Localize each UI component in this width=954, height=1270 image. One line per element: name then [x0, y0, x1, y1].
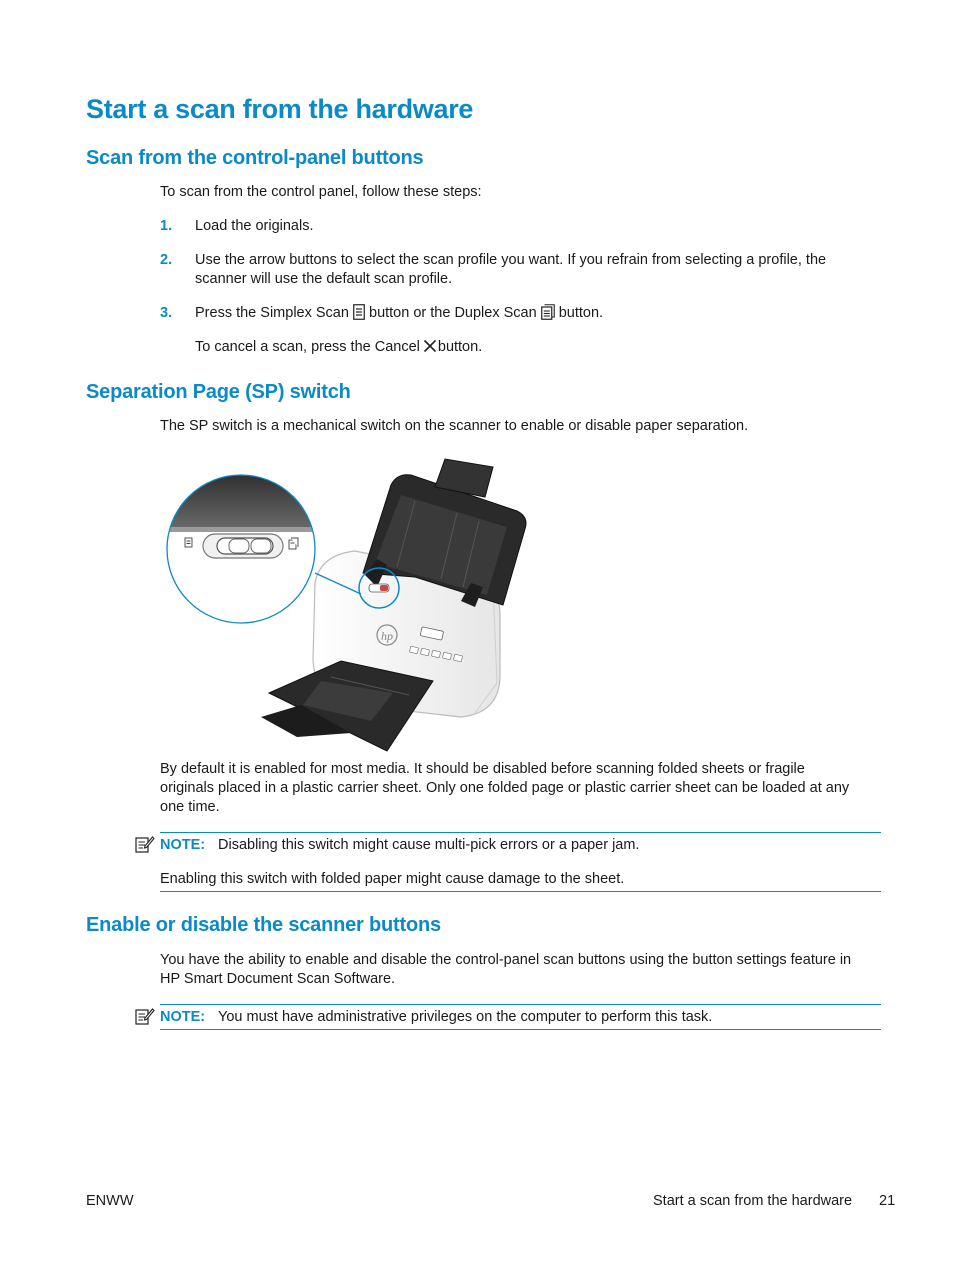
cancel-instruction [195, 338, 482, 357]
footer-chapter-title: Start a scan from the hardware [653, 1193, 853, 1209]
page-number: 21 [879, 1193, 896, 1209]
note-bottom-rule [160, 891, 881, 892]
note-icon [135, 835, 155, 853]
note-text: Disabling this switch might cause multi-pick errors or a paper jam. [218, 837, 640, 853]
simplex-scan-icon [353, 304, 365, 320]
hp-logo: hp [381, 629, 393, 643]
footer-left: ENWW [86, 1193, 134, 1209]
section-heading-control-panel: Scan from the control-panel buttons [86, 147, 424, 169]
section-intro: The SP switch is a mechanical switch on the scanner to enable or disable paper separation. [160, 418, 749, 434]
note-top-rule [160, 832, 881, 833]
section-heading-scanner-buttons: Enable or disable the scanner buttons [86, 914, 441, 936]
note-label: NOTE: [160, 1009, 206, 1025]
note-text: Enabling this switch with folded paper might cause damage to the sheet. [160, 871, 625, 887]
step-text-part: Press the Simplex Scan [195, 305, 349, 321]
note-text: You must have administrative privileges on the computer to perform this task. [218, 1009, 713, 1025]
step-number: 3. [160, 305, 173, 321]
step-text-part: button. [558, 305, 604, 321]
sp-body-text: By default it is enabled for most media. It should be disabled before scanning folded sheets or fragile [160, 761, 805, 777]
note-top-rule [160, 1004, 881, 1005]
scanner-illustration [165, 455, 535, 755]
section-heading-sp-switch: Separation Page (SP) switch [86, 381, 351, 403]
step-text: Load the originals. [195, 218, 314, 234]
scanner-buttons-body: You have the ability to enable and disable the control-panel scan buttons using the button settings feature in [160, 952, 852, 968]
note-bottom-rule [160, 1029, 881, 1030]
cancel-text: button. [437, 339, 483, 355]
cancel-text: To cancel a scan, press the Cancel [195, 339, 420, 355]
scanner-buttons-body: HP Smart Document Scan Software. [160, 971, 396, 987]
note-label: NOTE: [160, 837, 206, 853]
section-intro: To scan from the control panel, follow these steps: [160, 184, 482, 200]
sp-body-text: originals placed in a plastic carrier sheet. Only one folded page or plastic carrier sheet can be loaded at any [160, 780, 850, 796]
step-number: 1. [160, 218, 173, 234]
step-text [195, 304, 603, 323]
step-text-continued: scanner will use the default scan profile. [195, 271, 453, 287]
step-text: Use the arrow buttons to select the scan profile you want. If you refrain from selecting a profile, the [195, 252, 827, 268]
sp-body-text: one time. [160, 799, 220, 815]
cancel-icon [423, 339, 437, 353]
step-text-part: button or the Duplex Scan [369, 305, 537, 321]
page-title: Start a scan from the hardware [86, 94, 474, 124]
note-icon [135, 1007, 155, 1025]
step-number: 2. [160, 252, 173, 268]
duplex-scan-icon [541, 304, 555, 320]
